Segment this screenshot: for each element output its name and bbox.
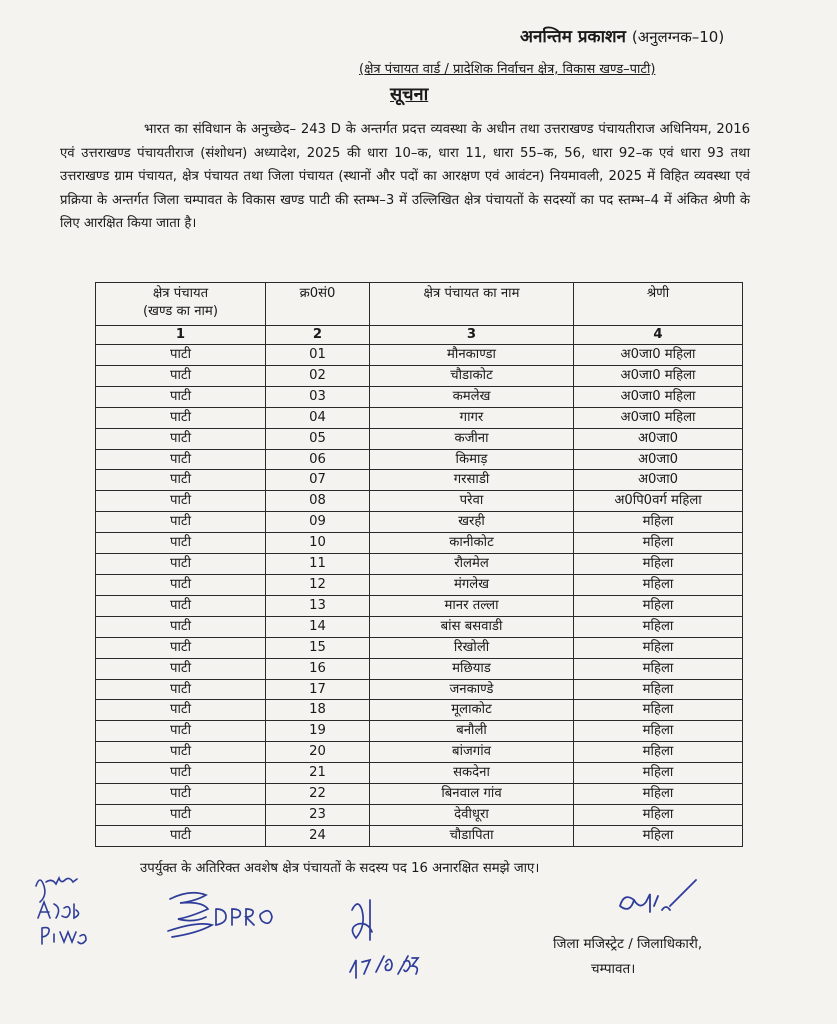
table-row: [96, 386, 743, 407]
table-row: [96, 825, 743, 846]
cell-block: पाटी: [96, 700, 266, 721]
cell-panchayat-name: गागर: [370, 407, 574, 428]
cell-panchayat-name: खरही: [370, 512, 574, 533]
cell-block: पाटी: [96, 512, 266, 533]
page-title: [520, 24, 724, 47]
cell-block: पाटी: [96, 784, 266, 805]
cell-serial: 07: [266, 470, 370, 491]
cell-category: महिला: [574, 825, 743, 846]
cell-serial: 18: [266, 700, 370, 721]
table-row: [96, 595, 743, 616]
table-row: [96, 470, 743, 491]
cell-panchayat-name: बांस बसवाडी: [370, 616, 574, 637]
cell-serial: 06: [266, 449, 370, 470]
cell-panchayat-name: मंगलेख: [370, 574, 574, 595]
cell-panchayat-name: बिनवाल गांव: [370, 784, 574, 805]
cell-block: पाटी: [96, 574, 266, 595]
handwritten-date-signature: [340, 892, 420, 988]
cell-panchayat-name: मानर तल्ला: [370, 595, 574, 616]
table-row: [96, 679, 743, 700]
column-number: 1: [96, 326, 266, 345]
handwritten-note-left: [28, 868, 108, 948]
cell-serial: 17: [266, 679, 370, 700]
cell-serial: 04: [266, 407, 370, 428]
cell-block: पाटी: [96, 407, 266, 428]
cell-block: पाटी: [96, 470, 266, 491]
table-row: [96, 533, 743, 554]
cell-category: अ0जा0 महिला: [574, 345, 743, 366]
cell-category: महिला: [574, 616, 743, 637]
header-block-line2: (खण्ड का नाम): [143, 304, 218, 319]
notice-heading: सूचना: [390, 84, 429, 105]
cell-serial: 14: [266, 616, 370, 637]
cell-category: महिला: [574, 804, 743, 825]
cell-block: पाटी: [96, 658, 266, 679]
cell-serial: 01: [266, 345, 370, 366]
cell-serial: 12: [266, 574, 370, 595]
cell-category: अ0जा0: [574, 470, 743, 491]
cell-category: महिला: [574, 700, 743, 721]
table-row: [96, 554, 743, 575]
handwritten-dpro-signature: [160, 883, 290, 949]
cell-serial: 22: [266, 784, 370, 805]
cell-serial: 16: [266, 658, 370, 679]
cell-block: पाटी: [96, 345, 266, 366]
cell-serial: 08: [266, 491, 370, 512]
cell-category: महिला: [574, 637, 743, 658]
cell-panchayat-name: गरसाडी: [370, 470, 574, 491]
cell-block: पाटी: [96, 491, 266, 512]
table-row: [96, 574, 743, 595]
table-row: [96, 428, 743, 449]
cell-block: पाटी: [96, 428, 266, 449]
table-row: [96, 491, 743, 512]
cell-block: पाटी: [96, 804, 266, 825]
cell-category: महिला: [574, 742, 743, 763]
cell-category: महिला: [574, 784, 743, 805]
cell-category: महिला: [574, 658, 743, 679]
cell-serial: 24: [266, 825, 370, 846]
cell-block: पाटी: [96, 679, 266, 700]
table-row: [96, 637, 743, 658]
cell-category: महिला: [574, 574, 743, 595]
cell-block: पाटी: [96, 742, 266, 763]
reservation-table: [95, 282, 743, 847]
cell-serial: 05: [266, 428, 370, 449]
cell-category: अ0जा0: [574, 428, 743, 449]
cell-panchayat-name: देवीधूरा: [370, 804, 574, 825]
cell-panchayat-name: परेवा: [370, 491, 574, 512]
cell-category: महिला: [574, 721, 743, 742]
cell-block: पाटी: [96, 449, 266, 470]
cell-block: पाटी: [96, 637, 266, 658]
table-row: [96, 763, 743, 784]
cell-category: अ0जा0 महिला: [574, 386, 743, 407]
header-block-line1: क्षेत्र पंचायत: [152, 286, 209, 301]
cell-serial: 13: [266, 595, 370, 616]
cell-block: पाटी: [96, 533, 266, 554]
table-row: [96, 345, 743, 366]
cell-panchayat-name: मौनकाण्डा: [370, 345, 574, 366]
table-row: [96, 700, 743, 721]
cell-category: अ0जा0 महिला: [574, 365, 743, 386]
cell-block: पाटी: [96, 386, 266, 407]
cell-panchayat-name: मछियाड: [370, 658, 574, 679]
cell-panchayat-name: कजीना: [370, 428, 574, 449]
cell-panchayat-name: चौडाकोट: [370, 365, 574, 386]
cell-category: अ0जा0 महिला: [574, 407, 743, 428]
cell-serial: 09: [266, 512, 370, 533]
column-number: 2: [266, 326, 370, 345]
handwritten-magistrate-signature: [610, 876, 710, 932]
table-row: [96, 365, 743, 386]
table-row: [96, 658, 743, 679]
table-row: [96, 512, 743, 533]
table-header-row: [96, 283, 743, 326]
table-row: [96, 407, 743, 428]
cell-category: महिला: [574, 595, 743, 616]
header-panchayat-name: क्षेत्र पंचायत का नाम: [370, 283, 574, 326]
cell-panchayat-name: जनकाण्डे: [370, 679, 574, 700]
cell-panchayat-name: मूलाकोट: [370, 700, 574, 721]
title-text: अनन्तिम प्रकाशन: [520, 27, 626, 47]
cell-block: पाटी: [96, 554, 266, 575]
cell-block: पाटी: [96, 721, 266, 742]
cell-serial: 03: [266, 386, 370, 407]
table-row: [96, 449, 743, 470]
designation: जिला मजिस्ट्रेट / जिलाधिकारी,: [553, 936, 703, 952]
cell-panchayat-name: बांजगांव: [370, 742, 574, 763]
cell-category: महिला: [574, 763, 743, 784]
cell-panchayat-name: सकदेना: [370, 763, 574, 784]
place: चम्पावत।: [591, 961, 636, 977]
cell-category: महिला: [574, 533, 743, 554]
cell-panchayat-name: कानीकोट: [370, 533, 574, 554]
table-row: [96, 804, 743, 825]
cell-panchayat-name: किमाड़: [370, 449, 574, 470]
cell-serial: 02: [266, 365, 370, 386]
footnote: उपर्युक्त के अतिरिक्त अवशेष क्षेत्र पंचायतों के सदस्य पद 16 अनारक्षित समझे जाए।: [140, 861, 540, 876]
cell-panchayat-name: रिखोली: [370, 637, 574, 658]
cell-category: महिला: [574, 679, 743, 700]
annexure-label: (अनुलग्नक–10): [631, 28, 725, 46]
table-column-number-row: [96, 326, 743, 345]
page-subtitle: (क्षेत्र पंचायत वार्ड / प्रादेशिक निर्वाचन क्षेत्र, विकास खण्ड–पाटी): [359, 62, 656, 77]
table-row: [96, 616, 743, 637]
cell-panchayat-name: कमलेख: [370, 386, 574, 407]
cell-block: पाटी: [96, 763, 266, 784]
cell-panchayat-name: रौलमेल: [370, 554, 574, 575]
cell-block: पाटी: [96, 595, 266, 616]
cell-panchayat-name: बनौली: [370, 721, 574, 742]
cell-category: महिला: [574, 512, 743, 533]
table-row: [96, 784, 743, 805]
cell-block: पाटी: [96, 365, 266, 386]
cell-serial: 19: [266, 721, 370, 742]
body-paragraph: भारत का संविधान के अनुच्छेद– 243 D के अन्तर्गत प्रदत्त व्यवस्था के अधीन तथा उत्तराखण्ड पंचायतीराज अधिनियम, 2016 एवं उत्तराखण्ड पंचायतीराज (संशोधन) अध्यादेश, 2025 की धारा 10–क, धारा 11, धारा 55–क, 56, धारा 92–क एवं धारा 93 तथा उत्तराखण्ड ग्राम पंचायत, क्षेत्र पंचायत तथा जिला पंचायत (स्थानों और पदों का आरक्षण एवं आवंटन) नियमावली, 2025 में विहित व्यवस्था एवं प्रक्रिया के अन्तर्गत जिला चम्पावत के विकास खण्ड पाटी की स्तम्भ–3 में उल्लिखित क्षेत्र पंचायतों के सदस्यों का पद स्तम्भ–4 में अंकित श्रेणी के लिए आरक्षित किया जाता है।: [60, 122, 750, 231]
cell-category: अ0जा0: [574, 449, 743, 470]
header-serial: क्र0सं0: [266, 283, 370, 326]
cell-serial: 21: [266, 763, 370, 784]
cell-category: महिला: [574, 554, 743, 575]
cell-serial: 10: [266, 533, 370, 554]
cell-serial: 20: [266, 742, 370, 763]
cell-panchayat-name: चौडापिता: [370, 825, 574, 846]
table-row: [96, 742, 743, 763]
header-category: श्रेणी: [574, 283, 743, 326]
cell-block: पाटी: [96, 616, 266, 637]
cell-serial: 23: [266, 804, 370, 825]
cell-serial: 11: [266, 554, 370, 575]
table-row: [96, 721, 743, 742]
cell-category: अ0पि0वर्ग महिला: [574, 491, 743, 512]
header-block-name: [96, 283, 266, 326]
column-number: 4: [574, 326, 743, 345]
column-number: 3: [370, 326, 574, 345]
signature-block: [553, 932, 702, 982]
cell-block: पाटी: [96, 825, 266, 846]
cell-serial: 15: [266, 637, 370, 658]
